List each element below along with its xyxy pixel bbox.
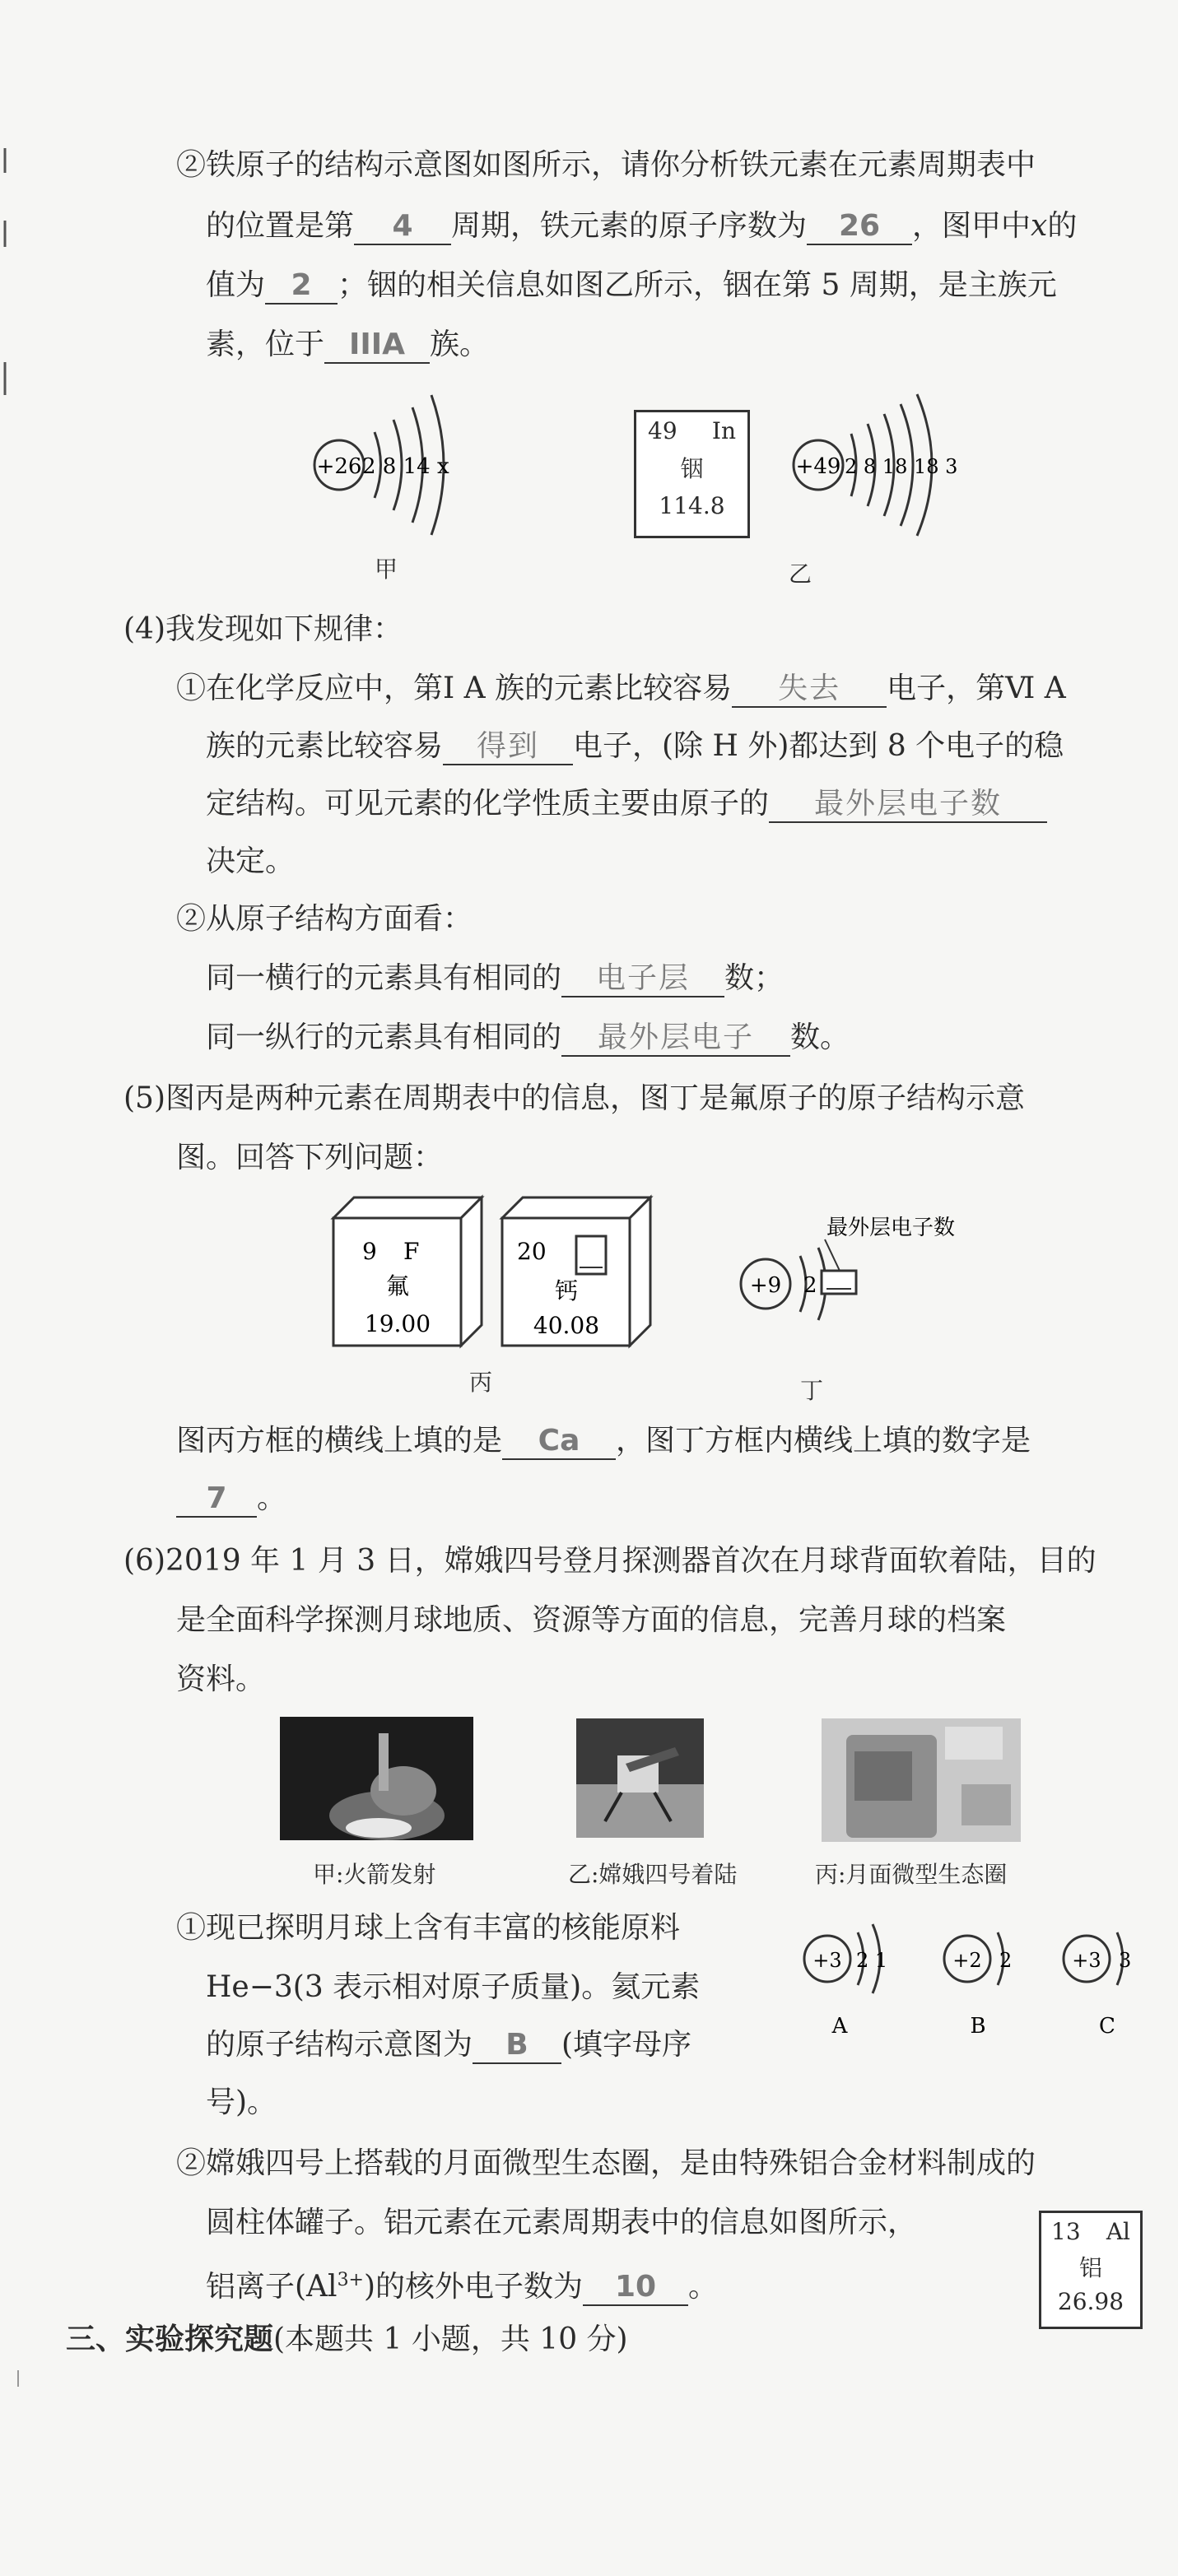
photo-caption-rocket: 甲:火箭发射 bbox=[313, 1861, 436, 1888]
answer-lose: 失去 bbox=[732, 672, 887, 708]
option-b-label: B bbox=[970, 2014, 986, 2039]
q4-text-r1a: ①在化学反应中，第Ⅰ A 族的元素比较容易 bbox=[176, 672, 733, 705]
q6-line3: 资料。 bbox=[176, 1662, 266, 1696]
q3-text-a: 的位置是第 bbox=[206, 209, 355, 243]
q4-text-r6a: 同一横行的元素具有相同的 bbox=[206, 961, 562, 995]
figure-ding-caption: 丁 bbox=[800, 1377, 824, 1404]
answer-helium-diagram: B bbox=[473, 2028, 561, 2064]
q4-text-r2a: 族的元素比较容易 bbox=[206, 729, 444, 763]
option-a-nucleus: +3 bbox=[812, 1949, 842, 1972]
option-b-atom bbox=[944, 1932, 1012, 2039]
indium-symbol: In bbox=[711, 417, 736, 444]
q4-line7 bbox=[206, 1017, 850, 1058]
q6-line1: (6)2019 年 1 月 3 日，嫦娥四号登月探测器首次在月球背面软着陆，目的 bbox=[123, 1544, 1097, 1578]
fluorine-atom-diagram bbox=[724, 1202, 996, 1341]
fluorine-symbol: F bbox=[403, 1238, 420, 1265]
calcium-name: 钙 bbox=[554, 1277, 579, 1304]
q3-text-d: 的 bbox=[1047, 209, 1078, 243]
indium-element-card bbox=[634, 410, 750, 538]
q3-text-b: 周期，铁元素的原子序数为 bbox=[451, 209, 808, 243]
q3-line2 bbox=[206, 206, 1077, 247]
q6-s2-line3 bbox=[206, 2260, 718, 2308]
indium-mass: 114.8 bbox=[659, 492, 725, 519]
option-c-label: C bbox=[1099, 2014, 1115, 2039]
figure-jia-caption: 甲 bbox=[375, 556, 398, 583]
aluminium-name: 铝 bbox=[1078, 2254, 1102, 2281]
figure-bing-caption: 丙 bbox=[469, 1369, 493, 1396]
section3-title: 三、实验探究题 bbox=[66, 2323, 274, 2356]
q6-text-s2b: )的核外电子数为 bbox=[364, 2270, 584, 2304]
q5-answer-line1 bbox=[176, 1421, 1031, 1462]
q6-s1-line4: 号)。 bbox=[206, 2085, 277, 2119]
calcium-cube bbox=[494, 1185, 659, 1350]
al-ion-charge: 3+ bbox=[337, 2270, 364, 2290]
option-a-shells: 2 1 bbox=[856, 1949, 888, 1972]
q3-line4 bbox=[206, 324, 489, 365]
indium-name: 铟 bbox=[680, 455, 704, 482]
q5-text-a3: 。 bbox=[257, 1481, 287, 1515]
q3-text-h: 族。 bbox=[430, 328, 490, 361]
calcium-mass: 40.08 bbox=[533, 1312, 600, 1339]
q3-text-c: ，图甲中 bbox=[912, 209, 1031, 243]
q3-text-f: ；铟的相关信息如图乙所示，铟在第 5 周期，是主族元 bbox=[338, 268, 1057, 302]
indium-number: 49 bbox=[648, 417, 677, 444]
q3-line1 bbox=[176, 145, 1036, 186]
binding-margin bbox=[0, 0, 33, 2576]
q4-text-r6b: 数； bbox=[724, 961, 785, 995]
option-c-nucleus: +3 bbox=[1072, 1949, 1101, 1972]
answer-electron-layers: 电子层 bbox=[561, 961, 724, 997]
figure-yi-caption: 乙 bbox=[789, 560, 812, 588]
photo-caption-ecosystem: 丙:月面微型生态圈 bbox=[815, 1861, 1008, 1888]
option-a-label: A bbox=[831, 2014, 848, 2039]
fluorine-mass: 19.00 bbox=[364, 1310, 431, 1337]
option-b-shells: 2 bbox=[999, 1949, 1013, 1972]
q4-line1 bbox=[176, 668, 1066, 709]
answer-al-ion-electrons: 10 bbox=[583, 2270, 688, 2306]
q4-line3 bbox=[206, 783, 1047, 825]
answer-outer-electrons-2: 最外层电子 bbox=[561, 1021, 790, 1057]
indium-nucleus-label: +49 bbox=[795, 454, 841, 479]
iron-atom-diagram bbox=[305, 387, 469, 543]
answer-outer-count: 7 bbox=[176, 1481, 257, 1518]
aluminium-element-card bbox=[1039, 2211, 1143, 2329]
section3-heading bbox=[66, 2319, 628, 2360]
q6-text-s2a: 铝离子(Al bbox=[206, 2270, 338, 2304]
option-b-nucleus: +2 bbox=[952, 1949, 982, 1972]
fluorine-nucleus-label: +9 bbox=[749, 1273, 782, 1298]
answer-calcium-symbol: Ca bbox=[502, 1424, 616, 1460]
aluminium-symbol: Al bbox=[1106, 2218, 1130, 2245]
q6-text-s1b: (填字母序 bbox=[561, 2028, 692, 2062]
rocket-launch-photo bbox=[280, 1717, 473, 1840]
q3-text-e: 值为 bbox=[206, 268, 266, 302]
fluorine-name: 氟 bbox=[385, 1272, 410, 1300]
answer-group: IIIA bbox=[324, 328, 430, 364]
q4-line6 bbox=[206, 958, 784, 999]
aluminium-mass: 26.98 bbox=[1057, 2288, 1124, 2315]
q6-s1-line1: ①现已探明月球上含有丰富的核能原料 bbox=[176, 1911, 681, 1945]
q6-s2-line2: 圆柱体罐子。铝元素在元素周期表中的信息如图所示， bbox=[206, 2206, 918, 2239]
micro-ecosystem-photo bbox=[822, 1718, 1021, 1842]
chang-e-landing-photo bbox=[576, 1718, 704, 1838]
answer-x-value: 2 bbox=[265, 268, 338, 305]
option-c-shells: 3 bbox=[1119, 1949, 1132, 1972]
q5-text-a2: ，图丁方框内横线上填的数字是 bbox=[616, 1424, 1031, 1458]
answer-period: 4 bbox=[354, 209, 451, 245]
q4-heading: (4)我发现如下规律： bbox=[123, 612, 403, 646]
answer-outer-electrons: 最外层电子数 bbox=[769, 787, 1047, 823]
indium-shell-electrons: 2 8 18 18 3 bbox=[845, 455, 958, 478]
answer-gain: 得到 bbox=[443, 729, 573, 765]
q5-line2: 图。回答下列问题： bbox=[176, 1141, 444, 1174]
fluorine-cube bbox=[325, 1185, 490, 1350]
option-a-atom bbox=[804, 1924, 887, 2039]
q6-s2-line1: ②嫦娥四号上搭载的月面微型生态圈，是由特殊铝合金材料制成的 bbox=[176, 2146, 1036, 2180]
q4-line5: ②从原子结构方面看： bbox=[176, 902, 473, 936]
q5-answer-line2 bbox=[176, 1478, 286, 1519]
indium-atom-diagram bbox=[782, 383, 971, 547]
outermost-electron-label: 最外层电子数 bbox=[826, 1216, 956, 1240]
q4-line2 bbox=[206, 726, 1064, 767]
q6-text-s1a: 的原子结构示意图为 bbox=[206, 2028, 473, 2062]
variable-x: x bbox=[1031, 209, 1048, 243]
iron-nucleus-label: +26 bbox=[316, 454, 362, 479]
fluorine-inner-electrons: 2 bbox=[803, 1273, 817, 1298]
q6-text-s2c: 。 bbox=[688, 2270, 719, 2304]
helium-option-diagrams bbox=[790, 1909, 1144, 2041]
fluorine-outer-blank-box bbox=[822, 1271, 856, 1294]
q4-text-r3a: 定结构。可见元素的化学性质主要由原子的 bbox=[206, 787, 770, 821]
q4-text-r2b: 电子，(除 H 外)都达到 8 个电子的稳 bbox=[573, 729, 1064, 763]
q6-line2: 是全面科学探测月球地质、资源等方面的信息，完善月球的档案 bbox=[176, 1603, 1007, 1637]
section3-note: (本题共 1 小题，共 10 分) bbox=[273, 2323, 628, 2356]
iron-shell-electrons: 2 8 14 x bbox=[362, 454, 449, 479]
q6-s1-line3 bbox=[206, 2025, 691, 2066]
q3-line3 bbox=[206, 265, 1057, 306]
q5-text-a1: 图丙方框的横线上填的是 bbox=[176, 1424, 503, 1458]
q4-text-r7a: 同一纵行的元素具有相同的 bbox=[206, 1021, 562, 1054]
q4-text-r1b: 电子，第Ⅵ A bbox=[887, 672, 1066, 705]
q6-s1-line2: He−3(3 表示相对原子质量)。氦元素 bbox=[206, 1970, 701, 2004]
q3-text-g: 素，位于 bbox=[206, 328, 325, 361]
calcium-number: 20 bbox=[517, 1238, 547, 1265]
q5-line1: (5)图丙是两种元素在周期表中的信息，图丁是氟原子的原子结构示意 bbox=[123, 1081, 1025, 1115]
answer-atomic-number: 26 bbox=[807, 209, 912, 245]
fluorine-number: 9 bbox=[362, 1238, 377, 1265]
option-c-atom bbox=[1064, 1932, 1131, 2039]
q4-text-r7b: 数。 bbox=[790, 1021, 850, 1054]
q4-line4: 决定。 bbox=[206, 844, 296, 878]
q3-intro-text: ②铁原子的结构示意图如图所示，请你分析铁元素在元素周期表中 bbox=[176, 148, 1036, 182]
photo-caption-landing: 乙:嫦娥四号着陆 bbox=[568, 1861, 738, 1888]
aluminium-number: 13 bbox=[1051, 2218, 1081, 2245]
